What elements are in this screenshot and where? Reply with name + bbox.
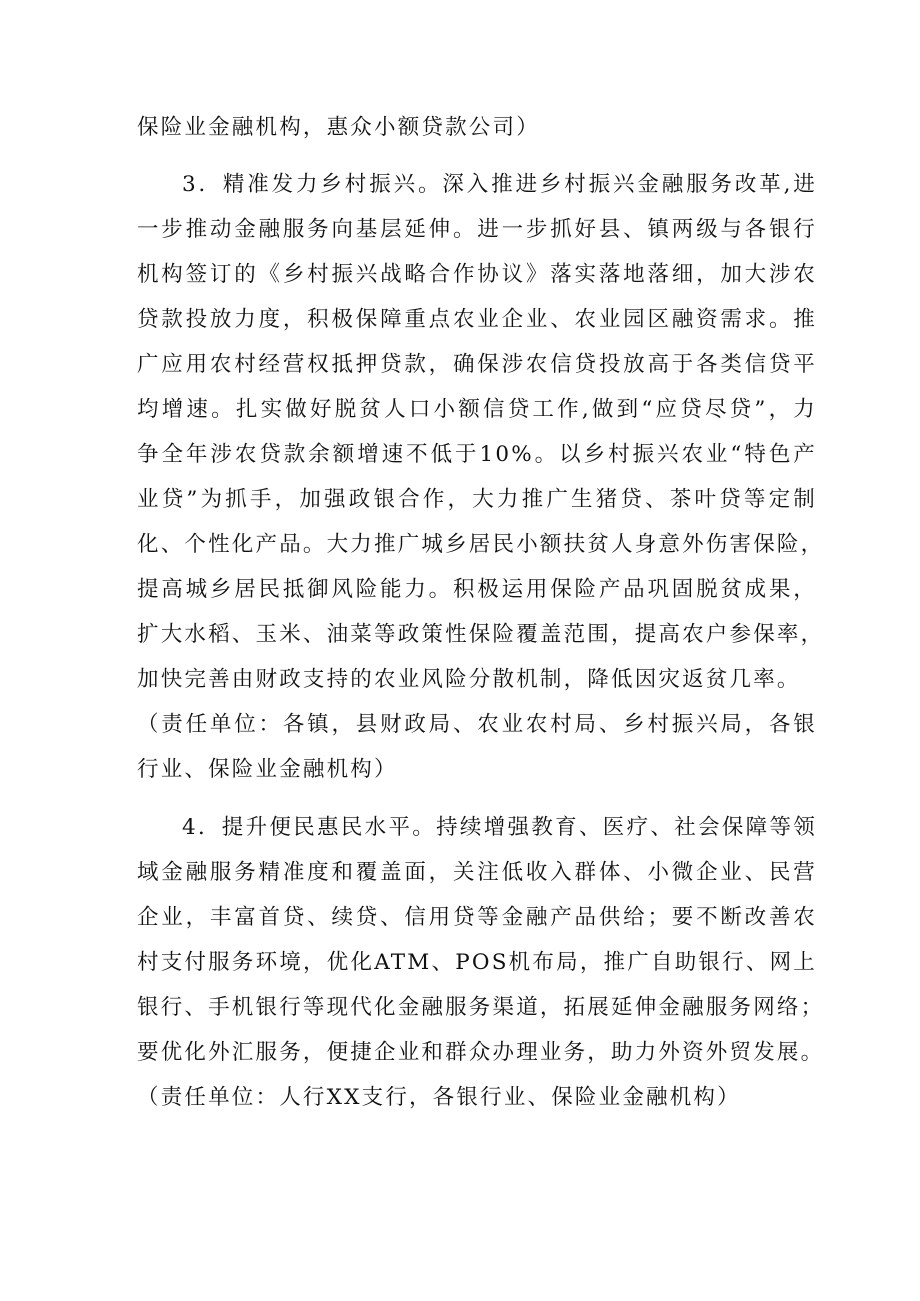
section-4-heading-line: 4．提升便民惠民水平。持续增强教育、医疗、社会保障等领 (182, 815, 817, 840)
paragraph-line: 域金融服务精准度和覆盖面，关注低收入群体、小微企业、民营 (137, 860, 817, 885)
paragraph-line: 保险业金融机构，惠众小额贷款公司） (137, 115, 540, 140)
paragraph-line: 银行、手机银行等现代化金融服务渠道，拓展延伸金融服务网络； (137, 995, 825, 1020)
paragraph-line: 一步推动金融服务向基层延伸。进一步抓好县、镇两级与各银行 (137, 217, 817, 242)
paragraph-line: 争全年涉农贷款余额增速不低于10%。以乡村振兴农业“特色产 (137, 442, 817, 467)
responsible-unit-line: 行业、保险业金融机构） (137, 757, 398, 782)
paragraph-line: 扩大水稻、玉米、油菜等政策性保险覆盖范围，提高农户参保率， (137, 622, 825, 647)
paragraph-line: 化、个性化产品。大力推广城乡居民小额扶贫人身意外伤害保险， (137, 532, 825, 557)
paragraph-line: （责任单位：各镇，县财政局、农业农村局、乡村振兴局，各银 (137, 712, 817, 737)
paragraph-line: 要优化外汇服务，便捷企业和群众办理业务，助力外资外贸发展。 (137, 1040, 825, 1065)
paragraph-line: 加快完善由财政支持的农业风险分散机制，降低因灾返贫几率。 (137, 667, 801, 692)
paragraph-line: 提高城乡居民抵御风险能力。积极运用保险产品巩固脱贫成果， (137, 577, 817, 602)
responsible-unit-line: （责任单位：人行XX支行，各银行业、保险业金融机构） (137, 1085, 741, 1110)
paragraph-line: 贷款投放力度，积极保障重点农业企业、农业园区融资需求。推 (137, 307, 817, 332)
paragraph-line: 企业，丰富首贷、续贷、信用贷等金融产品供给；要不断改善农 (137, 905, 817, 930)
paragraph-line: 业贷”为抓手，加强政银合作，大力推广生猪贷、茶叶贷等定制 (137, 487, 817, 512)
paragraph-line: 广应用农村经营权抵押贷款，确保涉农信贷投放高于各类信贷平 (137, 352, 817, 377)
paragraph-line: 机构签订的《乡村振兴战略合作协议》落实落地落细，加大涉农 (137, 262, 817, 287)
paragraph-line: 均增速。扎实做好脱贫人口小额信贷工作,做到“应贷尽贷”，力 (137, 397, 817, 422)
paragraph-line: 村支付服务环境，优化ATM、POS机布局，推广自助银行、网上 (137, 950, 817, 975)
section-3-heading-line: 3．精准发力乡村振兴。深入推进乡村振兴金融服务改革,进 (182, 172, 817, 197)
